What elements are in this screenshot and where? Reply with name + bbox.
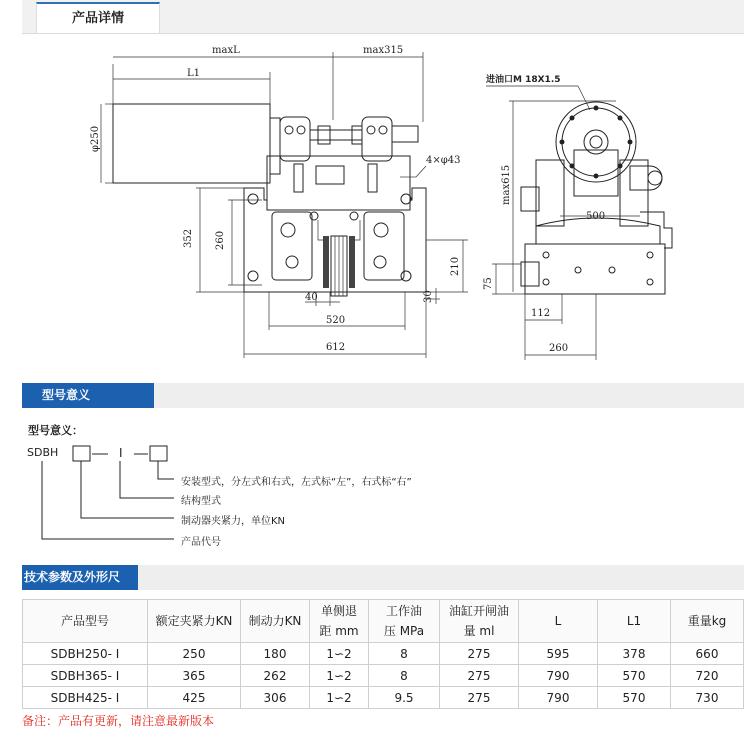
cell: 790	[519, 665, 598, 687]
dim-max315: max315	[363, 45, 404, 56]
col-header-oil-volume: 油缸开闸油 量 ml	[440, 600, 519, 643]
col-header-brake-force: 制动力KN	[241, 600, 310, 643]
cell: 1∽2	[310, 643, 369, 665]
cell: 790	[519, 687, 598, 709]
cell: 8	[369, 665, 440, 687]
model-section-title: 型号意义	[22, 383, 154, 408]
dim-500: 500	[586, 211, 606, 222]
dim-L1: L1	[187, 68, 201, 79]
cell: 275	[440, 665, 519, 687]
specs-table	[22, 599, 744, 709]
cell: 660	[671, 643, 744, 665]
specs-section-title: 技术参数及外形尺	[22, 565, 138, 590]
model-desc-clamp-force: 制动器夹紧力，单位KN	[181, 516, 286, 527]
dim-max615: max615	[501, 164, 512, 205]
cell: 595	[519, 643, 598, 665]
cell: 250	[148, 643, 241, 665]
tab-product-details[interactable]: 产品详情	[36, 2, 160, 33]
cell: 730	[671, 687, 744, 709]
model-desc-install-type: 安装型式，分左式和右式，左式标“左”，右式标“右”	[181, 477, 412, 488]
col-header-oil-pressure: 工作油 压 MPa	[369, 600, 440, 643]
side-view	[483, 73, 672, 360]
model-section-bar	[22, 383, 744, 408]
dim-maxL: maxL	[212, 45, 240, 56]
col-header-rated-clamp: 额定夹紧力KN	[148, 600, 241, 643]
update-note: 备注：产品有更新，请注意最新版本	[22, 714, 215, 728]
dim-holes: 4×φ43	[426, 155, 461, 166]
cell: 306	[241, 687, 310, 709]
cell: 1∽2	[310, 665, 369, 687]
cell: 180	[241, 643, 310, 665]
dim-260-left: 260	[215, 230, 226, 250]
cell: 365	[148, 665, 241, 687]
cell: 275	[440, 687, 519, 709]
cell: 570	[598, 687, 671, 709]
cell: SDBH250- I	[23, 643, 148, 665]
model-desc-product-code: 产品代号	[181, 537, 221, 548]
model-label: 型号意义：	[28, 424, 83, 437]
col-header-L: L	[519, 600, 598, 643]
dim-612: 612	[326, 342, 346, 353]
cell: 720	[671, 665, 744, 687]
model-roman-i: I	[119, 446, 123, 460]
table-header-row	[23, 600, 744, 643]
cell: 378	[598, 643, 671, 665]
col-header-L1: L1	[598, 600, 671, 643]
cell: 275	[440, 643, 519, 665]
cell: SDBH365- I	[23, 665, 148, 687]
dim-112: 112	[531, 308, 551, 319]
dim-30: 30	[423, 290, 434, 303]
cell: 570	[598, 665, 671, 687]
col-header-model: 产品型号	[23, 600, 148, 643]
dim-oil-port: 进油口M 18X1.5	[486, 75, 561, 85]
cell: 262	[241, 665, 310, 687]
cell: 1∽2	[310, 687, 369, 709]
model-code: SDBH	[27, 446, 59, 459]
dim-phi250: φ250	[90, 125, 101, 152]
table-row	[23, 687, 744, 709]
table-row	[23, 665, 744, 687]
cell: SDBH425- I	[23, 687, 148, 709]
model-desc-structure-type: 结构型式	[181, 496, 221, 507]
table-row	[23, 643, 744, 665]
specs-section-bar	[22, 565, 744, 590]
col-header-weight: 重量kg	[671, 600, 744, 643]
dim-260-right: 260	[549, 343, 569, 354]
dim-210: 210	[450, 256, 461, 276]
cell: 425	[148, 687, 241, 709]
dim-352: 352	[183, 228, 194, 248]
cell: 8	[369, 643, 440, 665]
dim-520: 520	[326, 315, 346, 326]
front-view	[90, 45, 468, 358]
dim-40: 40	[305, 292, 318, 303]
cell: 9.5	[369, 687, 440, 709]
col-header-retreat: 单侧退 距 mm	[310, 600, 369, 643]
dim-75: 75	[483, 277, 494, 290]
